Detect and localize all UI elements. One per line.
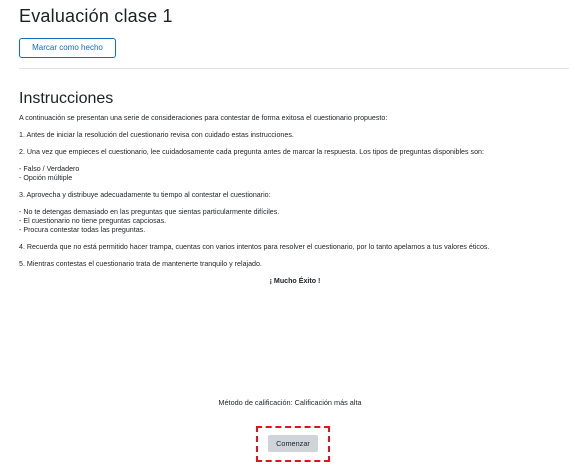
instruction-item-3: 3. Aprovecha y distribuye adecuadamente tu tiempo al contestar el cuestionario: <box>19 191 271 199</box>
start-button-highlight <box>256 426 330 462</box>
time-tips-list <box>19 208 571 235</box>
instructions-heading: Instrucciones <box>19 90 114 107</box>
list-item: - Falso / Verdadero <box>19 165 80 173</box>
instruction-item-1: 1. Antes de iniciar la resolución del cuestionario revisa con cuidado estas instrucciones. <box>19 131 294 139</box>
list-item: - El cuestionario no tiene preguntas capciosas. <box>19 217 167 225</box>
list-item: - Procura contestar todas las preguntas. <box>19 226 146 234</box>
mark-as-done-button[interactable]: Marcar como hecho <box>19 38 116 58</box>
question-types-list <box>19 165 571 183</box>
instructions-intro: A continuación se presentan una serie de consideraciones para contestar de forma exitosa el cuestionario propuesto: <box>19 114 388 122</box>
list-item: - Opción múltiple <box>19 174 73 182</box>
start-attempt-button[interactable]: Comenzar <box>268 435 318 452</box>
instructions-body <box>19 114 571 294</box>
grading-method: Método de calificación: Calificación más alta <box>218 398 362 407</box>
divider <box>19 68 569 69</box>
list-item: - No te detengas demasiado en las preguntas que sientas particularmente difíciles. <box>19 208 280 216</box>
instruction-item-4: 4. Recuerda que no está permitido hacer trampa, cuentas con varios intentos para resolver el cuestionario, por lo tanto apelamos a tus valores éticos. <box>19 243 490 251</box>
instruction-item-2: 2. Una vez que empieces el cuestionario, lee cuidadosamente cada pregunta antes de marcar la respuesta. Los tipos de preguntas disponibles son: <box>19 148 484 156</box>
closing-message: ¡ Mucho Éxito ! <box>269 277 321 285</box>
instruction-item-5: 5. Mientras contestas el cuestionario trata de mantenerte tranquilo y relajado. <box>19 260 262 268</box>
page-title: Evaluación clase 1 <box>19 6 173 26</box>
